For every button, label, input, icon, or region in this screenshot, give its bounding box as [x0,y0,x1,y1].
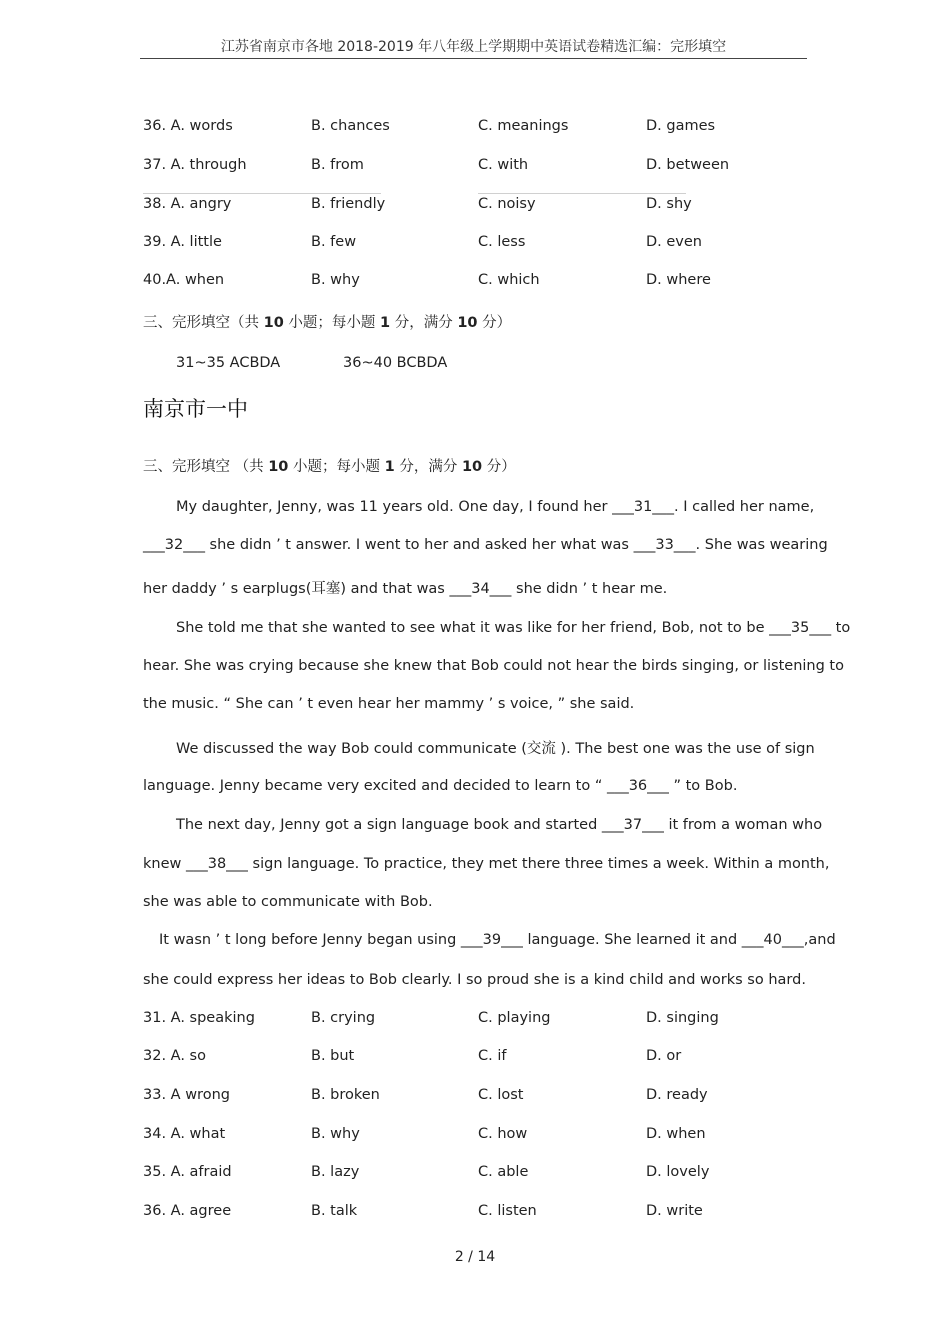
divider [143,193,381,194]
passage-line: hear. She was crying because she knew that Bob could not hear the birds singing, or listening to [143,658,844,674]
option-d: D. lovely [646,1164,710,1180]
passage-line: She told me that she wanted to see what it was like for her friend, Bob, not to be ___35___ to [176,620,851,636]
option-a: 36. A. agree [143,1203,232,1219]
option-a: 33. A wrong [143,1087,230,1103]
option-a: 32. A. so [143,1048,206,1064]
passage-line: It wasn ’ t long before Jenny began using ___39___ language. She learned it and ___40___,and [159,932,836,948]
option-c: C. playing [478,1010,551,1026]
option-d: D. or [646,1048,682,1064]
option-c: C. meanings [478,118,569,134]
answer-key: 36~40 BCBDA [343,355,448,371]
passage-line: her daddy ’ s earplugs(耳塞) and that was ___34___ she didn ’ t hear me. [143,581,668,597]
option-a: 40.A. when [143,272,225,288]
option-b: B. chances [311,118,390,134]
answer-key: 31~35 ACBDA [176,355,281,371]
option-b: B. from [311,157,364,173]
option-b: B. broken [311,1087,380,1103]
option-b: B. lazy [311,1164,360,1180]
option-c: C. less [478,234,526,250]
option-b: B. few [311,234,357,250]
option-b: B. talk [311,1203,358,1219]
option-b: B. crying [311,1010,376,1026]
page-header: 江苏省南京市各地 2018-2019 年八年级上学期期中英语试卷精选汇编：完形填空 [140,36,807,59]
section-heading: 三、完形填空 （共 10 小题；每小题 1 分，满分 10 分） [143,459,516,475]
passage-line: My daughter, Jenny, was 11 years old. One day, I found her ___31___. I called her name, [176,499,815,515]
option-c: C. listen [478,1203,537,1219]
school-title: 南京市一中 [143,397,248,421]
passage-line: she was able to communicate with Bob. [143,894,433,910]
page-number: 2 / 14 [454,1249,496,1265]
passage-line: language. Jenny became very excited and decided to learn to “ ___36___ ” to Bob. [143,778,738,794]
option-b: B. why [311,1126,360,1142]
option-c: C. which [478,272,540,288]
option-d: D. shy [646,196,692,212]
option-b: B. but [311,1048,355,1064]
option-b: B. why [311,272,360,288]
option-d: D. between [646,157,730,173]
passage-line: knew ___38___ sign language. To practice, they met there three times a week. Within a month, [143,856,830,872]
option-d: D. where [646,272,711,288]
option-b: B. friendly [311,196,386,212]
option-d: D. singing [646,1010,719,1026]
option-d: D. write [646,1203,703,1219]
passage-line: We discussed the way Bob could communicate (交流 ). The best one was the use of sign [176,741,815,757]
passage-line: The next day, Jenny got a sign language book and started ___37___ it from a woman who [176,817,823,833]
option-c: C. how [478,1126,528,1142]
option-c: C. noisy [478,196,536,212]
option-a: 35. A. afraid [143,1164,232,1180]
option-a: 37. A. through [143,157,247,173]
option-a: 39. A. little [143,234,222,250]
option-a: 34. A. what [143,1126,226,1142]
option-a: 31. A. speaking [143,1010,255,1026]
option-c: C. if [478,1048,507,1064]
passage-line: the music. “ She can ’ t even hear her mammy ’ s voice, ” she said. [143,696,635,712]
option-a: 36. A. words [143,118,233,134]
option-d: D. when [646,1126,706,1142]
option-c: C. with [478,157,529,173]
section-heading: 三、完形填空（共 10 小题；每小题 1 分，满分 10 分） [143,315,512,331]
option-c: C. lost [478,1087,524,1103]
option-d: D. games [646,118,716,134]
divider [478,193,686,194]
option-c: C. able [478,1164,529,1180]
passage-line: she could express her ideas to Bob clearly. I so proud she is a kind child and works so hard. [143,972,806,988]
passage-line: ___32___ she didn ’ t answer. I went to her and asked her what was ___33___. She was wearing [143,537,828,553]
option-d: D. even [646,234,702,250]
option-d: D. ready [646,1087,708,1103]
option-a: 38. A. angry [143,196,232,212]
